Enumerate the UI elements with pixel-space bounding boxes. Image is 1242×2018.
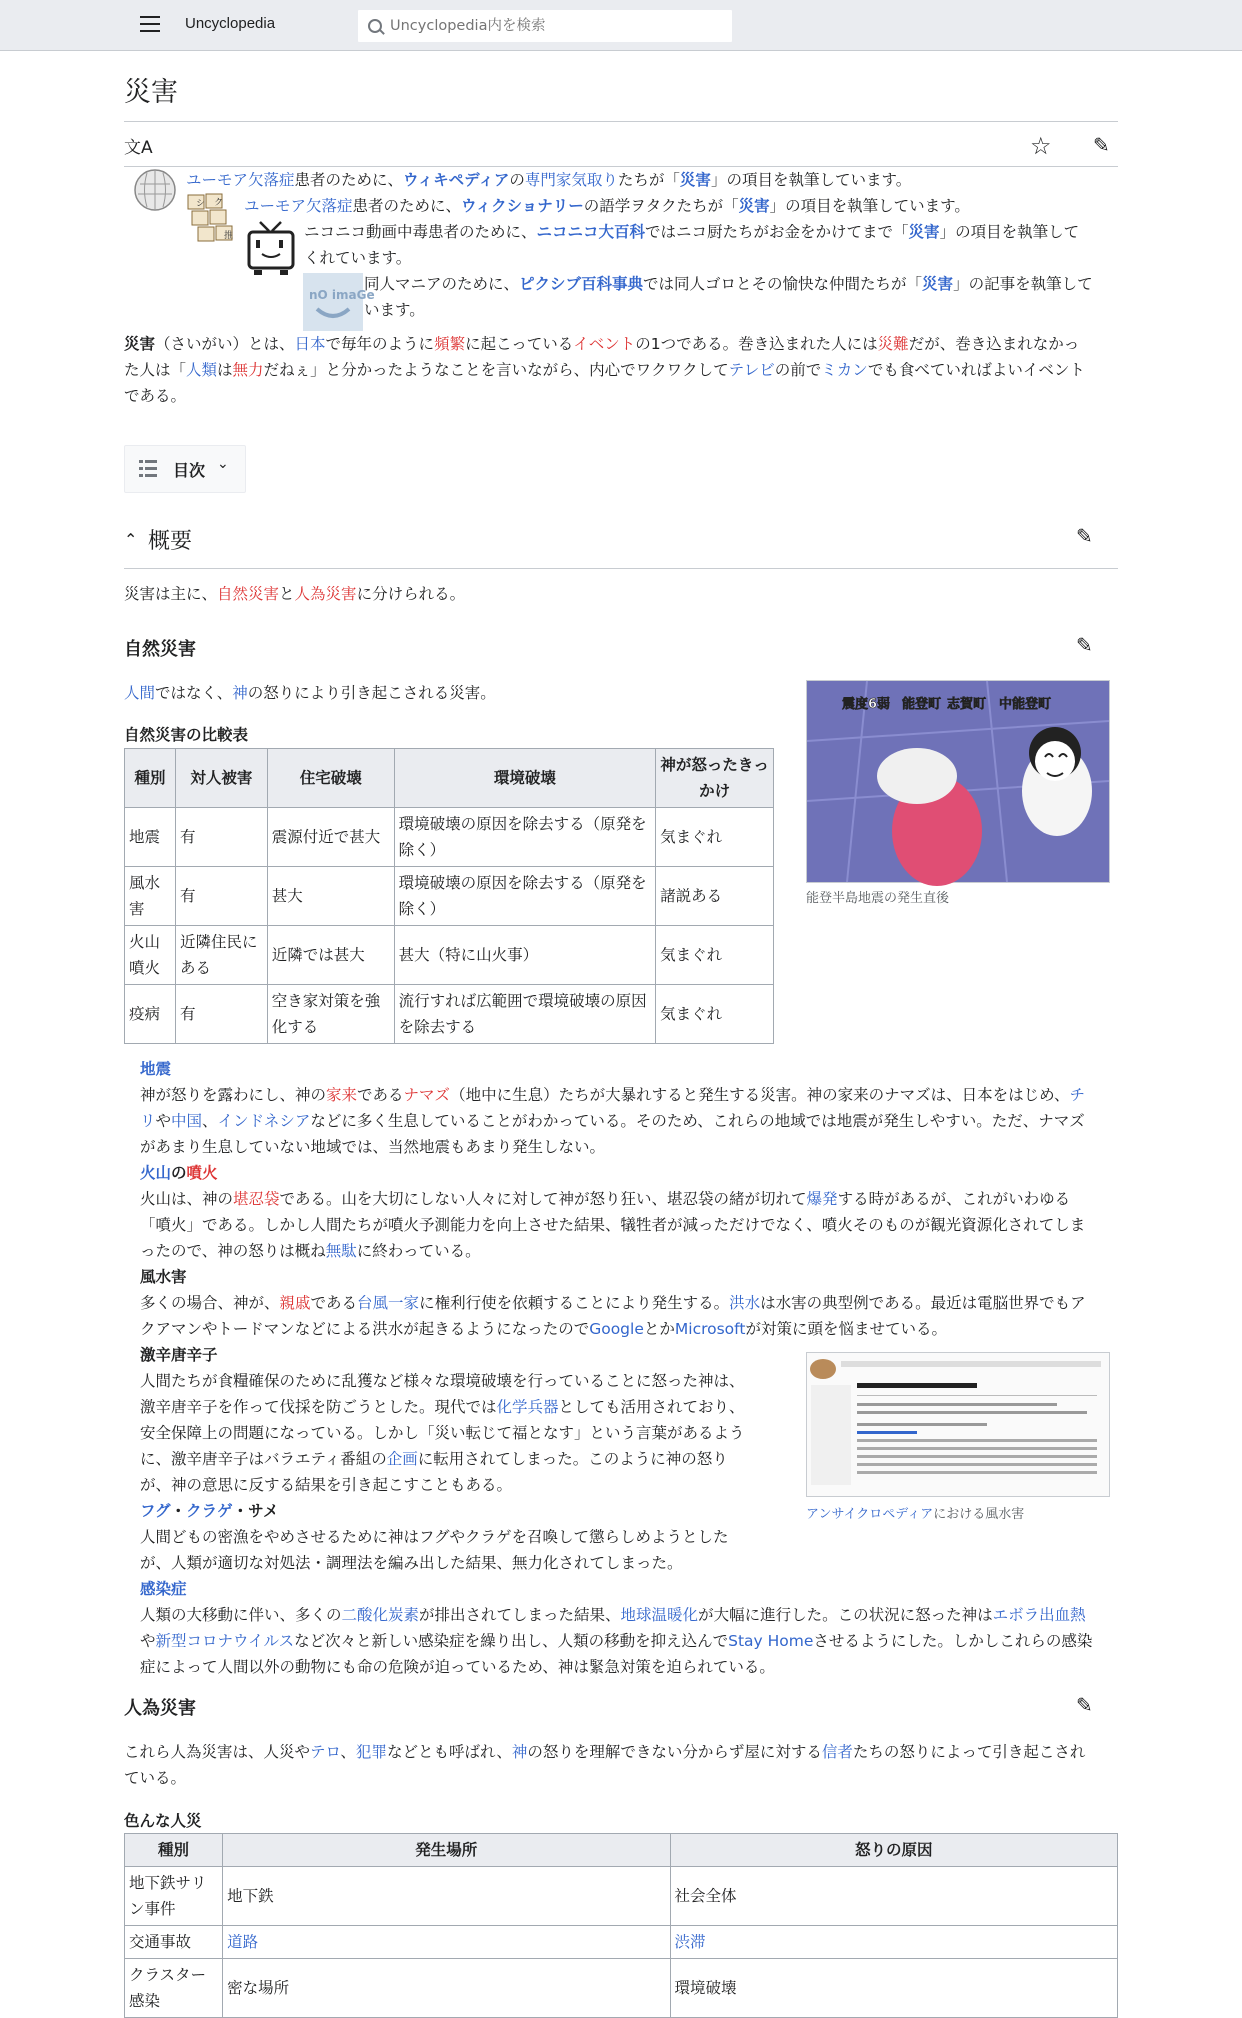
text-run: ニコニコ動画中毒患者のために、	[304, 223, 537, 241]
wiki-link[interactable]: 堪忍袋	[233, 1190, 280, 1208]
wiki-link[interactable]: 企画	[386, 1450, 418, 1468]
edit-section-manmade-icon[interactable]: ✎	[1076, 1693, 1093, 1717]
image-overlay-label: 志賀町	[947, 697, 987, 712]
svg-text:シ: シ	[196, 199, 206, 209]
edit-section-natural-icon[interactable]: ✎	[1076, 633, 1093, 657]
subsection-heading-manmade: 人為災害	[124, 1698, 196, 1719]
text-run: である	[357, 1086, 404, 1104]
image-overlay-label: 能登町	[902, 697, 942, 712]
text-line	[140, 1420, 745, 1446]
text-run: である。	[124, 387, 187, 405]
definition-term	[140, 1160, 218, 1186]
text-run: （さいがい）とは、	[155, 335, 295, 353]
column-header: 発生場所	[223, 1834, 670, 1867]
text-line	[140, 1082, 1085, 1108]
text-run: 人間どもの密漁をやめさせるために神はフグやクラゲを召喚して懲らしめようとした	[140, 1528, 729, 1546]
text-run: でも食べていればよいイベント	[867, 361, 1085, 379]
text-run: させるようにした。しかしこれらの感染	[813, 1632, 1093, 1650]
earthquake-image	[807, 681, 1109, 882]
text-run: います。	[364, 301, 425, 319]
text-line	[140, 1394, 745, 1420]
text-run: （地中に生息）たちが大暴れすると発生する災害。神の家来のナマズは、日本をはじめ、	[450, 1086, 1070, 1104]
column-header: 環境破壊	[394, 749, 656, 808]
table-cell: 疫病	[125, 985, 176, 1044]
text-line	[124, 1739, 1085, 1765]
table-cell: 諸説ある	[656, 867, 774, 926]
text-line	[140, 1290, 1086, 1316]
table-cell	[125, 1926, 223, 1959]
table-cell: 風水害	[125, 867, 176, 926]
manmade-disaster-table	[124, 1833, 1118, 2018]
table-cell: 近隣では甚大	[267, 926, 394, 985]
text-run: が対策に頭を悩ませている。	[745, 1320, 947, 1338]
definition-term	[140, 1264, 187, 1290]
text-run: の前で	[774, 361, 822, 379]
text-run: に転用されてしまった。このように神の怒り	[417, 1450, 728, 1468]
text-line	[140, 1108, 1085, 1134]
edit-section-overview-icon[interactable]: ✎	[1076, 524, 1093, 548]
text-run: が、神の意思に反する結果を引き起こすこともある。	[140, 1476, 513, 1494]
wiki-link[interactable]: 親戚	[279, 1294, 311, 1312]
wikipedia-globe-icon	[132, 167, 178, 213]
text-run: の語学ヲタクたちが「	[583, 197, 739, 215]
natural-table-caption: 自然災害の比較表	[124, 726, 249, 744]
wiki-link[interactable]: 頻繁	[434, 335, 466, 353]
text-run: 地下鉄	[227, 1887, 274, 1905]
wiki-link[interactable]: 神	[511, 1743, 528, 1761]
wiki-link[interactable]: 災難	[877, 335, 909, 353]
text-run: や	[155, 1112, 172, 1130]
table-cell: 甚大	[267, 867, 394, 926]
table-cell	[125, 1959, 223, 2018]
table-row	[125, 985, 774, 1044]
text-run: だねぇ」と分かったようなことを言いながら、内心でワクワクして	[263, 361, 729, 379]
text-run: である。山を大切にしない人々に対して神が怒り狂い、堪忍袋の緒が切れて	[279, 1190, 807, 1208]
text-run: 激辛唐辛子	[140, 1346, 218, 1364]
text-run: 社会全体	[674, 1887, 737, 1905]
wiki-link[interactable]: チ	[1069, 1086, 1085, 1104]
svg-text:ク: ク	[214, 198, 224, 208]
subsection-heading-natural: 自然災害	[124, 639, 196, 660]
main-menu-icon[interactable]	[140, 16, 160, 32]
text-run: クラスター感染	[129, 1966, 207, 2010]
section-heading-overview: 概要	[148, 529, 193, 554]
text-line	[140, 1654, 775, 1680]
text-line	[140, 1446, 728, 1472]
search-icon	[368, 19, 382, 33]
text-run: ではニコ厨たちがお金をかけてまで「	[645, 223, 909, 241]
svg-text:nO imaGe: nO imaGe	[309, 288, 375, 302]
site-logo-text[interactable]: Uncyclopedia	[185, 15, 276, 32]
text-run: である	[310, 1294, 358, 1312]
definition-term	[140, 1576, 187, 1602]
wiki-link[interactable]: ユーモア欠落症	[186, 171, 295, 189]
text-line	[140, 1524, 729, 1550]
text-line	[140, 1602, 1086, 1628]
wiki-link[interactable]: 地球温暖化	[620, 1606, 699, 1624]
table-cell: 気まぐれ	[656, 808, 774, 867]
text-run: で毎年のように	[325, 335, 435, 353]
text-run: 密な場所	[227, 1979, 290, 1997]
text-run: 交通事故	[129, 1933, 192, 1951]
overview-text	[124, 581, 465, 607]
text-run: では同人ゴロとその愉快な仲間たちが「	[643, 275, 923, 293]
text-run: クアマンやトードマンなどによる洪水が起きるようになったので	[140, 1320, 590, 1338]
text-run: 多くの場合、神が、	[140, 1294, 280, 1312]
wiki-link[interactable]: イベント	[573, 335, 636, 353]
wiki-link[interactable]: 道路	[227, 1933, 259, 1951]
text-run: 安全保障上の問題になっている。しかし「災い転じて福となす」という言葉があるよう	[140, 1424, 745, 1442]
text-run: する時があるが、これがいわゆる	[837, 1190, 1071, 1208]
table-row	[125, 867, 774, 926]
table-row	[125, 1867, 1118, 1926]
page-title: 災害	[124, 77, 178, 108]
text-run: たちが「	[617, 171, 680, 189]
table-cell: 甚大（特に山火事）	[394, 926, 656, 985]
table-cell: 地震	[125, 808, 176, 867]
table-cell	[670, 1959, 1117, 2018]
text-run: の	[171, 1164, 187, 1182]
wiki-link[interactable]: テレビ	[728, 361, 775, 379]
text-run: 火山は、神の	[140, 1190, 234, 1208]
table-cell: 近隣住民にある	[175, 926, 267, 985]
text-run: 激辛唐辛子を作って伐採を防ごうとした。現代では	[140, 1398, 497, 1416]
wiki-link[interactable]: ニコニコ大百科	[536, 223, 646, 241]
text-run: 」の項目を執筆しています。	[710, 171, 912, 189]
text-line	[140, 1212, 1085, 1238]
earthquake-caption: 能登半島地震の発生直後	[806, 891, 950, 906]
text-line	[304, 219, 1079, 245]
table-of-contents-button[interactable]	[124, 445, 246, 493]
wind-flood-caption-link[interactable]: アンサイクロペディア	[806, 1507, 934, 1522]
table-cell	[670, 1926, 1117, 1959]
text-line	[244, 193, 970, 219]
column-header: 種別	[125, 1834, 223, 1867]
column-header: 怒りの原因	[670, 1834, 1117, 1867]
table-row	[125, 926, 774, 985]
text-line	[140, 1368, 745, 1394]
table-cell: 環境破壊の原因を除去する（原発を除く）	[394, 808, 656, 867]
text-run: があまり生息していない地域では、当然地震もあまり発生しない。	[140, 1138, 606, 1156]
text-run: が、人類が適切な対処法・調理法を編み出した結果、無力化されてしまった。	[140, 1554, 683, 1572]
wind-flood-caption	[806, 1503, 1024, 1522]
wiki-link[interactable]: 日本	[294, 335, 326, 353]
wiki-link[interactable]: ピクシブ百科事典	[519, 275, 644, 293]
text-line	[140, 1472, 512, 1498]
wiki-link[interactable]: ウィクショナリー	[461, 197, 584, 215]
wind-flood-thumbnail[interactable]	[806, 1352, 1110, 1497]
text-run: 人間たちが食糧確保のために乱獲など様々な環境破壊を行っていることに怒った神は、	[140, 1372, 745, 1390]
wiki-link[interactable]: 人間	[124, 684, 156, 702]
text-run: 地下鉄サリン事件	[129, 1874, 207, 1918]
text-run: ったので、神の怒りは概ね	[140, 1242, 326, 1260]
text-run: 人類の大移動に伴い、多くの	[140, 1606, 342, 1624]
table-row	[125, 1926, 1118, 1959]
table-cell	[223, 1959, 670, 2018]
text-line	[140, 1186, 1070, 1212]
earthquake-thumbnail[interactable]	[806, 680, 1110, 883]
wiki-link[interactable]: 火山	[140, 1164, 172, 1182]
svg-text:推: 推	[224, 231, 234, 241]
edit-pencil-icon[interactable]: ✎	[1093, 133, 1110, 157]
text-run: 環境破壊	[674, 1979, 737, 1997]
text-run: くれています。	[304, 249, 412, 267]
text-run: や	[140, 1632, 156, 1650]
text-run: が排出されてしまった結果、	[419, 1606, 621, 1624]
text-run: に起こっている	[465, 335, 574, 353]
text-line	[124, 357, 1085, 383]
text-run: に、激辛唐辛子はバラエティ番組の	[140, 1450, 387, 1468]
wiki-link[interactable]: 爆発	[806, 1190, 838, 1208]
text-run: に終わっている。	[356, 1242, 481, 1260]
text-line	[124, 1765, 186, 1791]
text-run: 症によって人間以外の動物にも命の危険が迫っているため、神は緊急対策を迫られている。	[140, 1658, 775, 1676]
image-overlay-label: 中能登町	[999, 697, 1052, 712]
toc-list-icon	[139, 459, 157, 479]
top-bar	[0, 0, 1242, 51]
table-row	[125, 808, 774, 867]
text-run: の	[509, 171, 525, 189]
wiki-link[interactable]: 自然災害	[217, 585, 280, 603]
wiki-link[interactable]: ミカン	[821, 361, 868, 379]
wiki-link[interactable]: 中国	[171, 1112, 203, 1130]
table-cell: 環境破壊の原因を除去する（原発を除く）	[394, 867, 656, 926]
definition-term	[140, 1498, 278, 1524]
table-cell: 有	[175, 985, 267, 1044]
text-run: などに多く生息していることがわかっている。そのため、これらの地域では地震が発生しやすい。ただ、ナマズ	[310, 1112, 1085, 1130]
wiki-link[interactable]: 家来	[326, 1086, 358, 1104]
search-box[interactable]	[357, 9, 733, 43]
wiki-link[interactable]: 犯罪	[355, 1743, 387, 1761]
text-run: ている。	[124, 1769, 187, 1787]
wiki-link[interactable]: 災害	[908, 223, 940, 241]
column-header: 種別	[125, 749, 176, 808]
text-run: ・サメ	[232, 1502, 279, 1520]
text-run: 災害は主に、	[124, 585, 218, 603]
wiki-link[interactable]: 感染症	[140, 1580, 187, 1598]
table-cell: 気まぐれ	[656, 926, 774, 985]
text-line	[364, 297, 425, 323]
wiki-link[interactable]: 神	[232, 684, 248, 702]
wiki-link[interactable]: 渋滞	[674, 1933, 706, 1951]
text-run: の怒りを理解できない分からず屋に対する	[527, 1743, 822, 1761]
text-run: 」の記事を執筆して	[953, 275, 1093, 293]
text-line	[140, 1134, 605, 1160]
text-run: が大幅に進行した。この状況に怒った神は	[698, 1606, 993, 1624]
table-cell	[670, 1867, 1117, 1926]
text-run: 、	[340, 1743, 356, 1761]
table-cell	[223, 1926, 670, 1959]
image-overlay-label: 震度6弱	[842, 697, 891, 712]
text-run: とか	[643, 1320, 675, 1338]
text-run: と	[279, 585, 295, 603]
table-cell: 有	[175, 867, 267, 926]
wiki-link[interactable]: 台風一家	[357, 1294, 420, 1312]
text-run: の1つである。巻き込まれた人には	[635, 335, 878, 353]
wiki-link[interactable]: 洪水	[729, 1294, 761, 1312]
text-line	[186, 167, 911, 193]
collapse-chevron-icon[interactable]: ⌃	[124, 530, 138, 549]
text-run: これら人為災害は、人災や	[124, 1743, 311, 1761]
text-line	[140, 1628, 1092, 1654]
table-cell	[125, 1867, 223, 1926]
text-run: 患者のために、	[352, 197, 462, 215]
table-cell: 有	[175, 808, 267, 867]
wiki-link[interactable]: ウィキペディア	[403, 171, 510, 189]
text-run: 災害	[124, 335, 156, 353]
table-cell: 気まぐれ	[656, 985, 774, 1044]
text-run: ・	[170, 1502, 187, 1520]
text-run: ではなく、	[155, 684, 233, 702]
text-run: としても活用されており、	[558, 1398, 745, 1416]
watch-star-icon[interactable]: ☆	[1030, 132, 1052, 160]
text-line	[124, 331, 1079, 357]
table-cell: 空き家対策を強化する	[267, 985, 394, 1044]
wiki-link[interactable]: 災害	[679, 171, 711, 189]
language-icon[interactable]: 文A	[124, 138, 153, 158]
text-line	[140, 1238, 481, 1264]
natural-intro-text	[124, 680, 496, 706]
text-line	[140, 1316, 947, 1342]
text-run: 患者のために、	[294, 171, 404, 189]
wiki-link[interactable]: リ	[140, 1112, 156, 1130]
text-run: 、	[202, 1112, 218, 1130]
wiki-link[interactable]: 新型コロナウイルス	[155, 1632, 295, 1650]
wiki-link[interactable]: Microsoft	[674, 1320, 746, 1338]
wiki-link[interactable]: インドネシア	[217, 1112, 311, 1130]
wiki-link[interactable]: 災害	[738, 197, 770, 215]
text-run: の怒りにより引き起こされる災害。	[247, 684, 496, 702]
text-run: だが、巻き込まれなかっ	[908, 335, 1080, 353]
wiki-link[interactable]: ナマズ	[403, 1086, 451, 1104]
natural-disaster-table	[124, 748, 774, 1044]
wiki-link[interactable]: 二酸化炭素	[341, 1606, 420, 1624]
wiki-link[interactable]: クラゲ	[186, 1502, 233, 1520]
niconico-tv-icon	[246, 218, 296, 278]
wiki-link[interactable]: ユーモア欠落症	[244, 197, 353, 215]
wind-flood-screenshot-image	[807, 1353, 1109, 1496]
wiki-link[interactable]: 噴火	[186, 1164, 218, 1182]
text-run: 風水害	[140, 1268, 187, 1286]
text-run: は水害の典型例である。最近は電脳世界でもア	[760, 1294, 1086, 1312]
section-divider	[124, 568, 1118, 569]
toc-label: 目次	[173, 461, 206, 480]
pixiv-noimage-icon	[303, 273, 375, 331]
table-cell	[223, 1867, 670, 1926]
definition-term	[140, 1056, 171, 1082]
wiki-link[interactable]: Stay Home	[728, 1632, 814, 1650]
text-run: などとも呼ばれ、	[386, 1743, 512, 1761]
text-run: など次々と新しい感染症を繰り出し、人類の移動を抑え込んで	[294, 1632, 729, 1650]
wiki-link[interactable]: フグ	[140, 1502, 171, 1520]
text-run: 」の項目を執筆して	[939, 223, 1080, 241]
text-run: 「噴火」である。しかし人間たちが噴火予測能力を向上させた結果、犠牲者が減っただけでなく、噴火そのものが観光資源化されてしま	[140, 1216, 1086, 1234]
text-run: 」の項目を執筆しています。	[769, 197, 970, 215]
wiki-link[interactable]: 化学兵器	[496, 1398, 559, 1416]
text-line	[124, 383, 186, 409]
wiki-link[interactable]: 地震	[140, 1060, 172, 1078]
wiki-link[interactable]: 人類	[186, 361, 218, 379]
wiki-link[interactable]: テロ	[310, 1743, 341, 1761]
manmade-table-caption: 色んな人災	[124, 1812, 202, 1830]
wiki-link[interactable]: 災害	[922, 275, 954, 293]
column-header: 対人被害	[175, 749, 267, 808]
wiki-link[interactable]: 無駄	[325, 1242, 357, 1260]
wiktionary-tiles-icon	[186, 192, 240, 246]
wiki-link[interactable]: Google	[589, 1320, 644, 1338]
text-line	[140, 1550, 683, 1576]
wiki-link[interactable]: 専門家気取り	[524, 171, 618, 189]
text-run: に権利行使を依頼することにより発生する。	[419, 1294, 730, 1312]
title-divider	[124, 121, 1118, 122]
text-run: に分けられる。	[356, 585, 466, 603]
table-row	[125, 1959, 1118, 2018]
chevron-down-icon: ⌄	[217, 456, 229, 472]
table-cell: 火山噴火	[125, 926, 176, 985]
wind-flood-caption-text: における風水害	[933, 1507, 1025, 1522]
text-run: 神が怒りを露わにし、神の	[140, 1086, 327, 1104]
text-run: た人は「	[124, 361, 187, 379]
text-line	[304, 245, 411, 271]
wiki-link[interactable]: 信者	[821, 1743, 853, 1761]
wiki-link[interactable]: エボラ出血熱	[992, 1606, 1086, 1624]
column-header: 神が怒ったきっかけ	[656, 749, 774, 808]
text-run: たちの怒りによって引き起こされ	[852, 1743, 1086, 1761]
text-line	[364, 271, 1093, 297]
table-cell: 震源付近で甚大	[267, 808, 394, 867]
text-run: 同人マニアのために、	[364, 275, 520, 293]
column-header: 住宅破壊	[267, 749, 394, 808]
definition-term	[140, 1342, 218, 1368]
wiki-link[interactable]: 無力	[232, 361, 264, 379]
search-input[interactable]	[388, 14, 722, 38]
wiki-link[interactable]: 人為災害	[294, 585, 357, 603]
text-run: は	[217, 361, 233, 379]
table-cell: 流行すれば広範囲で環境破壊の原因を除去する	[394, 985, 656, 1044]
